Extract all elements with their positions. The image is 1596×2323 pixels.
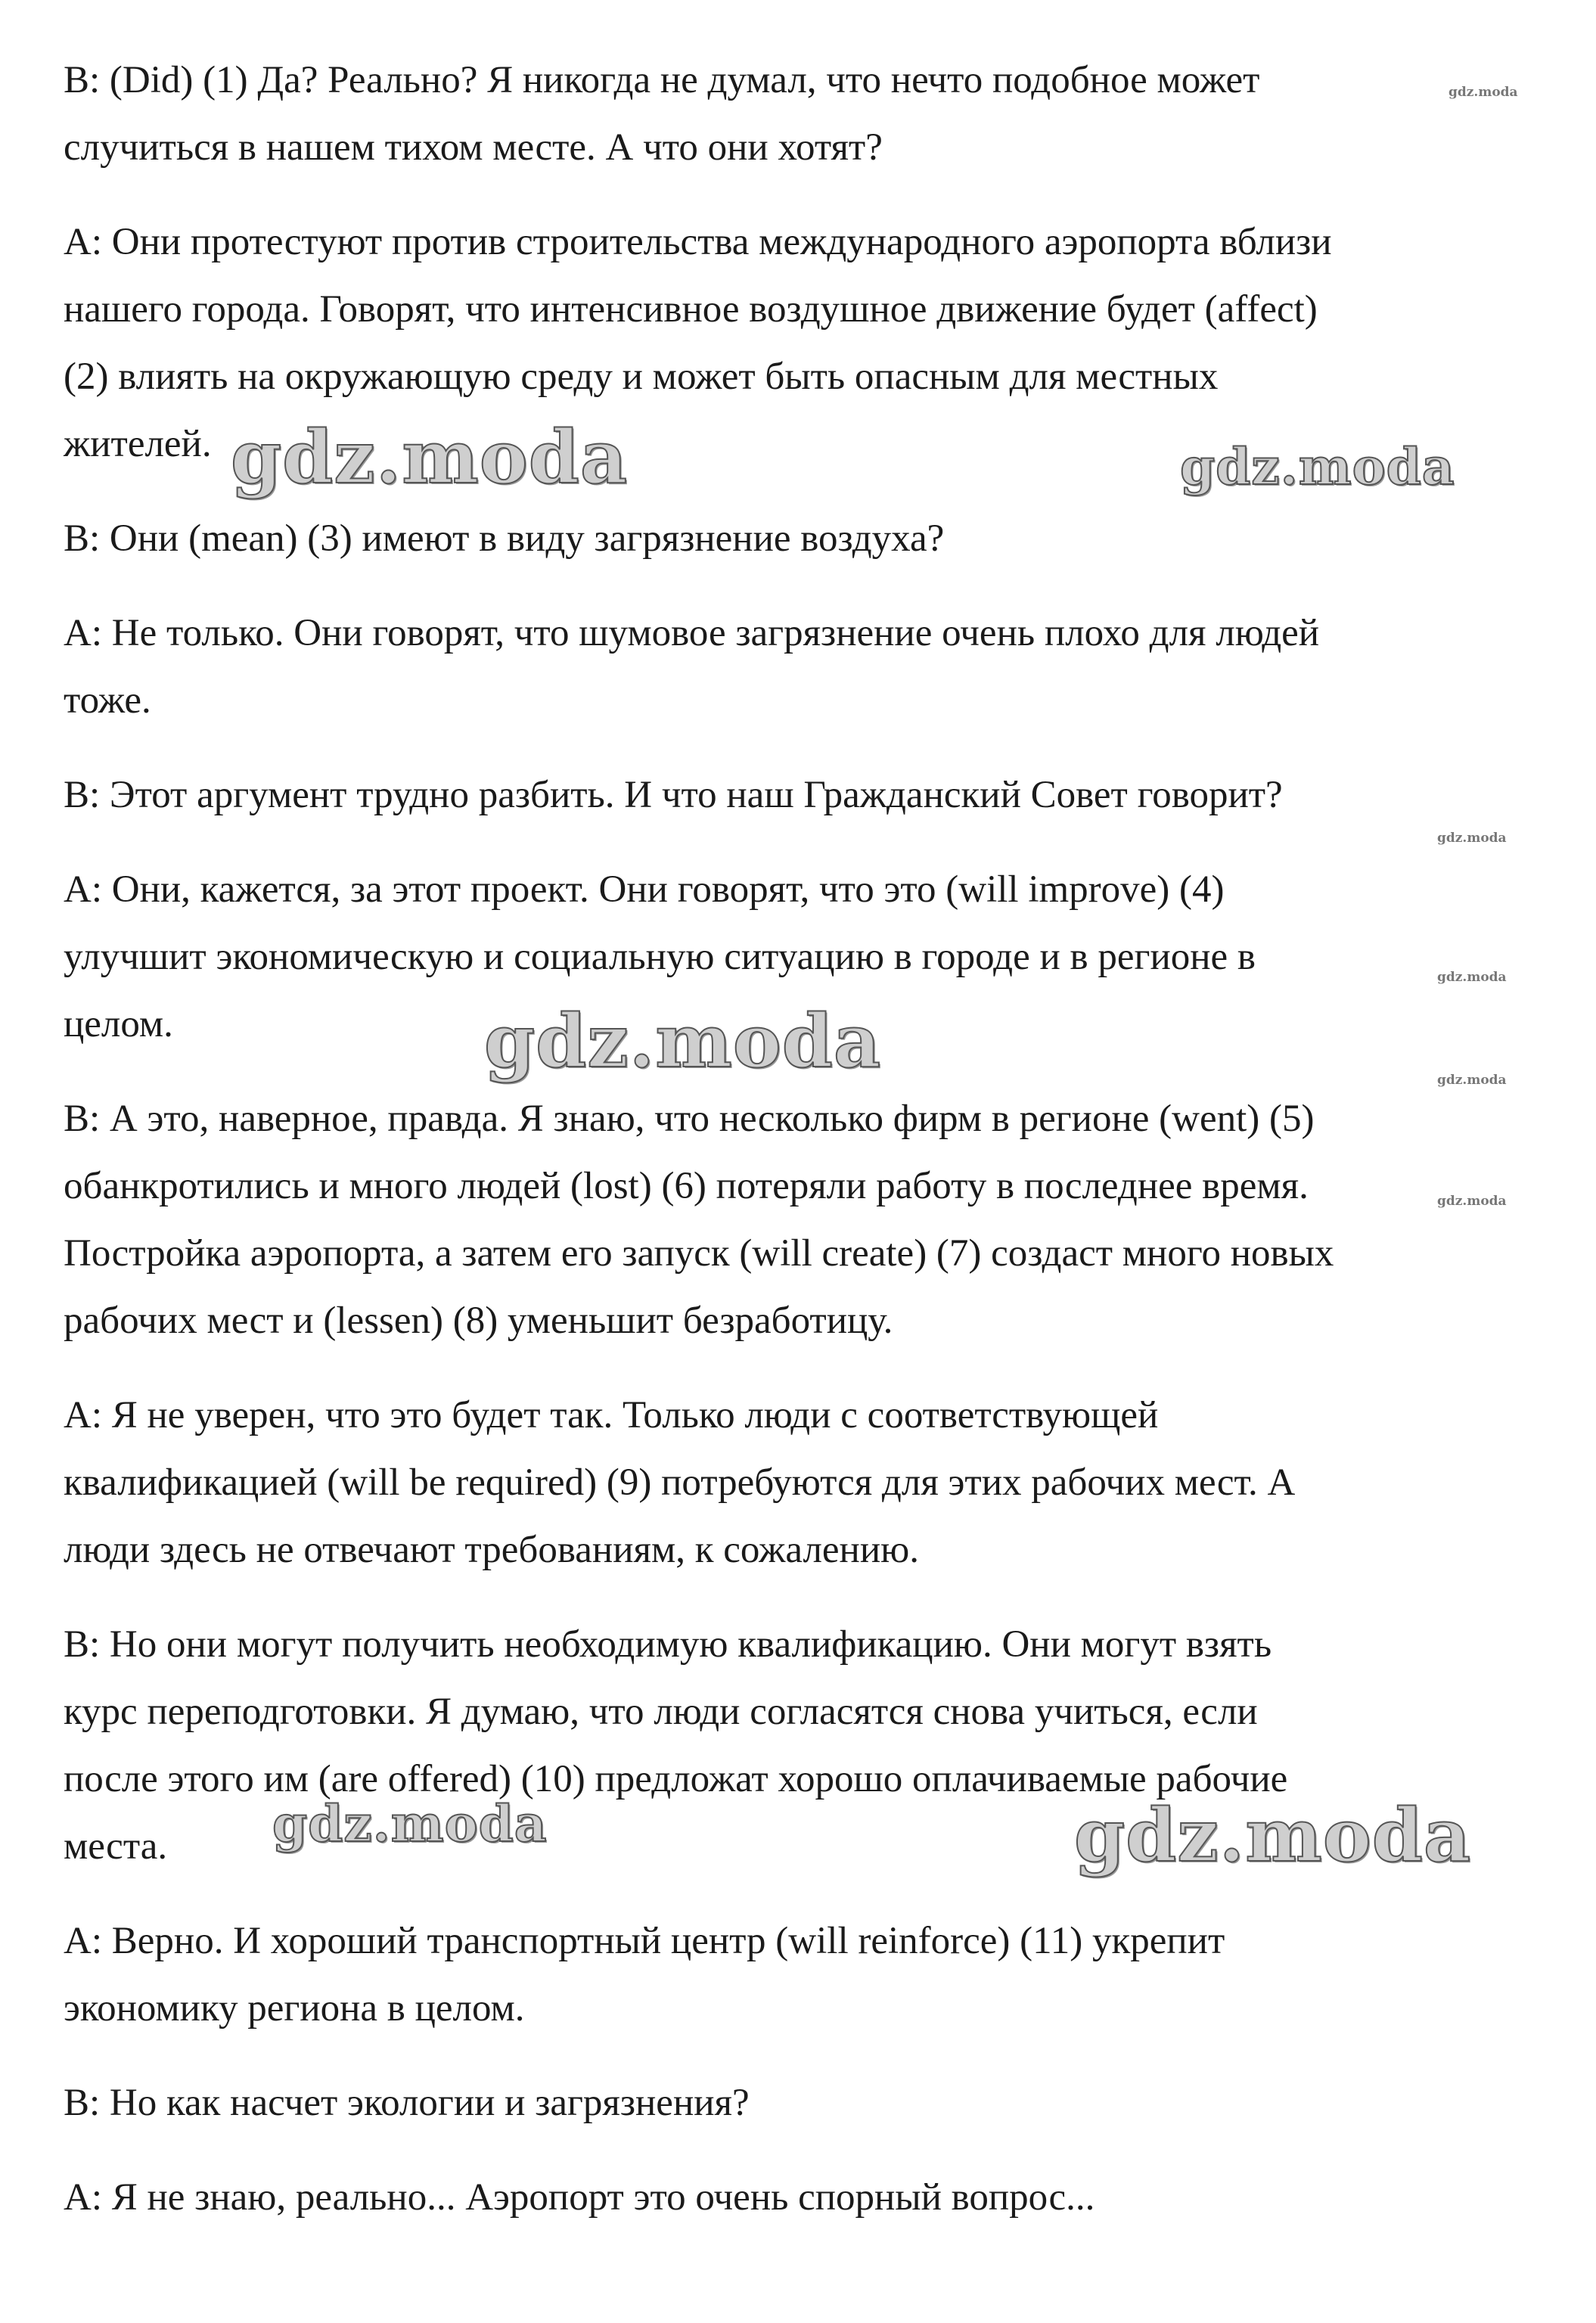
dialogue-paragraph-8	[64, 1382, 1546, 1584]
text-line: B: Этот аргумент трудно разбить. И что наш Гражданский Совет говорит?	[64, 774, 1283, 816]
watermark-logo: gdz.moda	[1180, 437, 1455, 496]
text-line: люди здесь не отвечают требованиям, к сожалению.	[64, 1529, 919, 1571]
watermark-logo: gdz.moda	[1074, 1793, 1472, 1878]
text-line: нашего города. Говорят, что интенсивное воздушное движение будет (affect)	[64, 288, 1318, 331]
watermark-small: gdz.moda	[1437, 1194, 1507, 1209]
watermark-logo: gdz.moda	[272, 1794, 548, 1853]
text-line: после этого им (are offered) (10) предложат хорошо оплачиваемые рабочие	[64, 1758, 1288, 1800]
text-line: B: Но как насчет экологии и загрязнения?	[64, 2082, 750, 2124]
text-line: (2) влиять на окружающую среду и может быть опасным для местных	[64, 356, 1219, 398]
dialogue-paragraph-4	[64, 600, 1546, 734]
dialogue-paragraph-7	[64, 1085, 1546, 1355]
dialogue-paragraph-3	[64, 505, 1546, 573]
watermark-logo: gdz.moda	[484, 998, 882, 1084]
dialogue-paragraph-1	[64, 47, 1546, 182]
text-line: B: (Did) (1) Да? Реально? Я никогда не думал, что нечто подобное может	[64, 59, 1260, 101]
text-line: места.	[64, 1825, 168, 1868]
dialogue-paragraph-5	[64, 762, 1546, 829]
text-line: A: Я не уверен, что это будет так. Только люди с соответствующей	[64, 1394, 1159, 1436]
text-line: обанкротились и много людей (lost) (6) потеряли работу в последнее время.	[64, 1165, 1309, 1207]
text-line: квалификацией (will be required) (9) потребуются для этих рабочих мест. А	[64, 1461, 1296, 1504]
text-line: тоже.	[64, 679, 151, 722]
text-line: B: А это, наверное, правда. Я знаю, что несколько фирм в регионе (went) (5)	[64, 1098, 1315, 1140]
text-line: B: Но они могут получить необходимую квалификацию. Они могут взять	[64, 1623, 1272, 1666]
text-line: Постройка аэропорта, а затем его запуск (will create) (7) создаст много новых	[64, 1232, 1334, 1275]
watermark-small: gdz.moda	[1437, 970, 1507, 985]
dialogue-paragraph-9	[64, 1611, 1546, 1880]
text-line: A: Они, кажется, за этот проект. Они говорят, что это (will improve) (4)	[64, 868, 1225, 911]
text-line: рабочих мест и (lessen) (8) уменьшит безработицу.	[64, 1300, 893, 1342]
text-line: курс переподготовки. Я думаю, что люди согласятся снова учиться, если	[64, 1691, 1258, 1733]
document-body	[64, 47, 1546, 2259]
text-line: B: Они (mean) (3) имеют в виду загрязнение воздуха?	[64, 517, 945, 560]
text-line: улучшит экономическую и социальную ситуацию в городе и в регионе в	[64, 936, 1256, 978]
text-line: A: Верно. И хороший транспортный центр (will reinforce) (11) укрепит	[64, 1920, 1225, 1962]
text-line: A: Не только. Они говорят, что шумовое загрязнение очень плохо для людей	[64, 612, 1320, 654]
watermark-small: gdz.moda	[1437, 831, 1507, 846]
dialogue-paragraph-2	[64, 209, 1546, 478]
dialogue-paragraph-12	[64, 2164, 1546, 2231]
dialogue-paragraph-10	[64, 1908, 1546, 2042]
text-line: жителей.	[64, 423, 212, 465]
dialogue-paragraph-11	[64, 2070, 1546, 2137]
watermark-small: gdz.moda	[1437, 1073, 1507, 1088]
text-line: экономику региона в целом.	[64, 1987, 525, 2030]
text-line: целом.	[64, 1003, 173, 1045]
text-line: случиться в нашем тихом месте. А что они хотят?	[64, 126, 883, 169]
watermark-small: gdz.moda	[1449, 85, 1518, 100]
dialogue-paragraph-6	[64, 856, 1546, 1058]
text-line: A: Я не знаю, реально... Аэропорт это очень спорный вопрос...	[64, 2176, 1095, 2219]
watermark-logo: gdz.moda	[231, 415, 629, 500]
text-line: A: Они протестуют против строительства международного аэропорта вблизи	[64, 221, 1332, 263]
